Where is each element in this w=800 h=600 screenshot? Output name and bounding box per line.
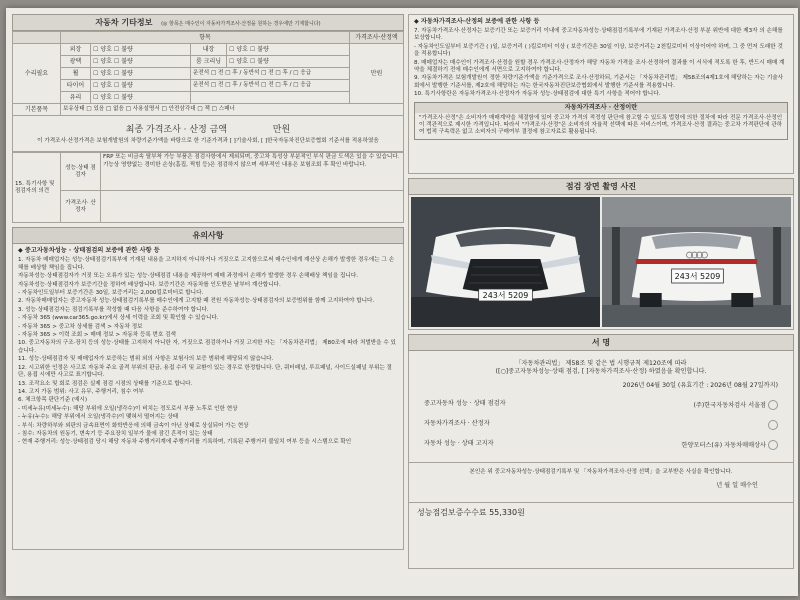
option-checkbox[interactable]: ☐ 불량 (250, 46, 269, 53)
front-car-photo (411, 197, 600, 327)
other-info-table (12, 31, 404, 116)
row-label: 외장 (61, 44, 91, 56)
rear-license-plate: 243서 5209 (674, 271, 721, 282)
option-checkbox[interactable]: ☐ 불량 (250, 58, 269, 65)
price-guarantee-list (414, 28, 788, 99)
price-guarantee-title: ◆ 자동차가격조사·산정의 보증에 관한 사항 등 (414, 18, 540, 25)
price-guarantee-block (408, 14, 794, 174)
notifier-sign-label: 자동차 성능 · 상태 고지자 (424, 440, 494, 447)
other-info-title: 자동차 기타정보 (95, 18, 153, 27)
other-info-header (12, 14, 404, 31)
right-column (408, 14, 794, 569)
special-notes-label: 15. 특기사항 및 점검자의 의견 (13, 153, 61, 223)
list-item: 2. 자동차매매업자는 중고자동차 성능·상태점검기록부를 매수인에게 고지할 때 전원 자동차성능·상태점검자의 보증범위를 함께 고지하여야 합니다. (18, 298, 375, 305)
option-checkbox[interactable]: ☐ 양호 (93, 70, 112, 77)
left-column (12, 14, 404, 550)
row-options (91, 44, 191, 56)
list-item: - 자동차인도일부터 보증기간은 30일, 보증거리는 2,000킬로미터로 합니다. (18, 290, 204, 297)
option-checkbox[interactable]: ☐ 불량 (114, 82, 133, 89)
price-assessor-label: 가격조사· 산정자 (61, 191, 101, 223)
list-item: 12. 시고위한 인정은 사고로 자동차 주요 골격 부위의 판금, 용접 수리 및 교환이 있는 경우로 한정합니다. 단, 쿼터패널, 루프패널, 사이드실패널 부위는 절단, 용접 시에만 사고로 표기합니다. (18, 364, 392, 379)
signature-header: 서 명 (408, 334, 794, 351)
list-item: 6. 체크항목 판단기준 (예시) (18, 397, 88, 404)
list-item: - 침수: 자동차의 원동기, 변속기 등 주요장치 일부가 물에 잠긴 흔적이 있는 상태 (18, 430, 213, 437)
option-checkbox[interactable]: ☐ 불량 (114, 46, 133, 53)
definition-text: "가격조사·산정"은 소비자가 매매계약을 체결함에 있어 중고차 가격의 적정성 판단에 참고할 수 있도록 법령에 의한 절차에 따라 전문 가격조사·산정인이 객관적으로 제시한 가격입니다. 따라서 "가격조사·산정"은 소비자의 자율적 선택에 따른 서비스이며, 가격조사·산정 결과는 중고차 가격판단에 관하여 법적 구속력은 없고 소비자의 구매여부 결정에 참고자료로 활용됩니다. (419, 114, 783, 136)
row-label: 유리 (61, 92, 91, 104)
list-item: 14. 고지 가동 범위: 사고 유무, 주행거리, 침수 여부 (18, 388, 144, 395)
signature-row (414, 400, 788, 410)
front-car-illustration (411, 197, 600, 327)
tire-positions: 운전석 □ 전 □ 후 / 동반석 □ 전 □ 후 / □ 응급 (191, 80, 350, 92)
list-item: - 부식: 차량하부와 외판의 금속표면이 화학반응에 의해 금속이 아닌 상태로 상실되어 가는 현상 (18, 422, 249, 429)
photo-row (408, 195, 794, 330)
row-label: 광택 (61, 56, 91, 68)
final-price-line (17, 122, 399, 135)
item-header: 항목 (61, 32, 350, 44)
seal-icon (768, 400, 778, 410)
list-item: - 미세누유(미세누수): 해당 부위에 오일(냉각수)이 비치는 정도로서 부품 노후로 인한 현상 (18, 405, 238, 412)
row-options (91, 80, 191, 92)
list-item: 자동차성능·상태점검자가 보증기간을 정하여 배상합니다. 보증기간은 자동차를 인도받은 날부터 계산합니다. (18, 281, 281, 288)
inspector-sign-value: (주)한국자동차검사 서울점 (693, 402, 767, 409)
list-item: 13. 조작요소 및 회로 점검은 실제 점검 시점의 상태를 기준으로 합니다. (18, 380, 193, 387)
row-label: 타이어 (61, 80, 91, 92)
wheel-positions: 운전석 □ 전 □ 후 / 동반석 □ 전 □ 후 / □ 응급 (191, 68, 350, 80)
inspector-opinion: FRP 또는 비금속 탈부착 가능 부품은 점검사항에서 제외되며, 중고차 특성상 부분적인 부식 판금 도색은 있을 수 있습니다. 기능상 영향없는 경미한 손상(흠집, 찍힘 등)은 점검하지 않으며 세부적인 내용은 보험조회 후 확인 바랍니다. (101, 153, 404, 191)
basic-items: 보유상태 □ 있음 □ 없음 □ 사용설명서 □ 안전삼각대 □ 잭 □ 스패너 (61, 104, 404, 116)
final-price-label: 최종 가격조사 · 산정 금액 (125, 125, 228, 135)
list-item: 10. 중고자동차의 구조·장치 등의 성능·상태를 고지하지 아니한 자, 거짓으로 점검하거나 거짓 고지한 자는 「자동차관리법」 제80조에 따라 처벌받을 수 있습니다. (18, 340, 396, 354)
list-item: - 자동차 365 > 이력 조회 > 매매 정보 > 자동차 등록 번호 검색 (18, 332, 176, 339)
other-info-note: (◎ 항목은 매수인이 자동차가격조사·산정을 원하는 경우에만 기재합니다) (161, 21, 321, 27)
row-options (227, 44, 350, 56)
blank-cell (13, 32, 61, 44)
list-item: 11. 성능·상태점검자 및 매매업자가 보증하는 범위 외의 사항은 보험사의 보증 범위에 해당되지 않습니다. (18, 356, 274, 363)
grade-header: 가격조사·산정액 (350, 32, 404, 44)
basic-items-label: 기본품목 (13, 104, 61, 116)
receipt-date: 년 월 일 매수인 (716, 482, 758, 490)
rear-car-illustration (602, 197, 791, 327)
list-item: - 자동차인도일부터 보증기간 ( )일, 보증거리 ( )킬로미터 이상 ( 보증기간은 30일 이상, 보증거리는 2천킬로미터 이상이어야 하며, 그 중 먼저 도래한 것을 적용합니다) (414, 43, 783, 58)
photo-header: 점검 장면 촬영 사진 (408, 178, 794, 195)
signature-block (408, 351, 794, 569)
option-checkbox[interactable]: ☐ 양호 (229, 58, 248, 65)
definition-title: 자동차가격조사 · 산정이란 (415, 103, 787, 113)
row-label: 내장 (191, 44, 227, 56)
option-checkbox[interactable]: ☐ 불량 (114, 94, 133, 101)
notifier-sign-value: 한양모터스(유) 자동차매매상사 (681, 442, 767, 449)
assessor-sign-label: 자동차가격조사 · 산정자 (424, 420, 490, 427)
option-checkbox[interactable]: ☐ 불량 (114, 70, 133, 77)
grade-value: 만원 (350, 44, 404, 104)
row-options (227, 56, 350, 68)
notes-header: 유의사항 (12, 227, 404, 244)
definition-box (414, 102, 788, 140)
row-options (91, 68, 191, 80)
option-checkbox[interactable]: ☐ 양호 (93, 46, 112, 53)
option-checkbox[interactable]: ☐ 불량 (114, 58, 133, 65)
seal-icon (768, 440, 778, 450)
signature-row (414, 420, 788, 430)
rear-car-photo (602, 197, 791, 327)
list-item: - 자동차 365 > 중고차 상세를 검색 > 자동차 정보 (18, 323, 143, 330)
list-item: 9. 자동차가격은 보험개발원이 정한 차량기준가액을 기준가격으로 조사·산정하되, 기준서는 「자동차관리법」 제58조의4제1호에 해당하는 자는 기술사회에서 발행한 기준서를, 제2호에 해당하는 자는 한국자동차진단보증협회에서 발행한 기준서를 적용합니다. (414, 75, 784, 89)
row-label: 룸 크리닝 (191, 56, 227, 68)
row-options (91, 92, 191, 104)
empty-cell (191, 92, 350, 104)
price-assessor-opinion (101, 191, 404, 223)
list-item: 10. 특기사항란은 자동차가격조사·산정자가 자동차 성능·상태점검에 대한 특기 사항을 적어야 합니다. (414, 91, 661, 98)
special-notes-table (12, 152, 404, 223)
receipt-text: 본인은 위 중고자동차성능·상태점검기록부 및 「자동차가격조사·산정 선택」을 교부받은 사실을 확인합니다. (469, 469, 733, 475)
notes-list (18, 257, 398, 446)
receipt-section (409, 462, 793, 490)
list-item: 8. 매매업자는 매수인이 가격조사·산정을 원할 경우 가격조사·산정자가 해당 자동차 가격을 조사·산정하여 결과를 이 서식에 적도록 한 후, 반드시 매매 계약을 체결하기 전에 매수인에게 서면으로 고지하여야 합니다. (414, 59, 785, 74)
final-price-unit: 만원 (272, 125, 291, 135)
list-item: - 자동차 365 (www.car365.go.kr)에서 상세 이력을 조회 및 확인할 수 있습니다. (18, 315, 219, 322)
list-item: 7. 자동차가격조사·산정자는 보증기간 또는 보증거리 이내에 중고자동차성능·상태점검기록부에 기재된 가격조사·산정 부분 위반에 대한 제3자 의 손해를 보상합니다. (414, 28, 783, 42)
list-item: 자동차성능·상태점검자가 거짓 또는 오류가 있는 성능·상태점검 내용을 제공하여 매매 과정에서 손해가 발생한 경우 손해배상 책임을 집니다. (18, 273, 359, 280)
inspector-sign-label: 중고자동차 성능 · 상태 점검자 (424, 400, 506, 407)
notes-subtitle: ◆ 중고자동차성능 · 상태점검의 보증에 관한 사항 등 (18, 247, 160, 255)
row-options (91, 56, 191, 68)
seal-icon (768, 420, 778, 430)
row-label: 휠 (61, 68, 91, 80)
final-price-desc: 이 가격조사·산정가격은 보험개발원의 차량기준가액을 바탕으로 한 기준가격과 [ ]기술사회, [ ]한국자동차진단보증협회 기준서를 적용하였음 (37, 138, 379, 144)
document-page (6, 8, 798, 596)
option-checkbox[interactable]: ☐ 양호 (93, 94, 112, 101)
law-text-1: 「자동차관리법」 제58조 및 같은 법 시행규칙 제120조에 따라 (515, 360, 687, 367)
signature-row (414, 440, 788, 450)
repair-needed-label: 수리필요 (13, 44, 61, 104)
list-item: - 누유(누수): 해당 부위에서 오일(냉각수)이 맺혀서 떨어지는 상태 (18, 414, 179, 421)
inspector-label: 성능·상태 점검자 (61, 153, 101, 191)
fee-line: 성능점검보증수수료 55,330원 (409, 502, 793, 518)
law-text-2: ([○]중고자동차성능·상태 점검, [ ]자동차가격조사·산정) 하였음을 확인합니다. (495, 368, 707, 375)
option-checkbox[interactable]: ☐ 양호 (93, 82, 112, 89)
signature-date: 2026년 04월 30일 (유효기간 : 2026년 08월 27일까지) (622, 382, 778, 389)
front-license-plate: 243서 5209 (482, 290, 529, 301)
list-item: - 현재 주행거리: 성능·상태점검 당시 해당 자동차 주행거리계에 주행거리를 기록하며, 기록된 주행거리 불일치 여부 등을 시스템으로 확인 (18, 439, 352, 446)
list-item: 1. 자동차 매매업자는 성능·상태점검기록부에 기재된 내용을 고지하지 아니하거나 거짓으로 고지함으로써 매수인에게 재산상 손해가 발생한 경우에는 그 손해를 배상할 책임을 집니다. (18, 257, 394, 271)
final-price-block (12, 116, 404, 152)
option-checkbox[interactable]: ☐ 양호 (229, 46, 248, 53)
notes-block (12, 244, 404, 550)
option-checkbox[interactable]: ☐ 양호 (93, 58, 112, 65)
list-item: 3. 성능·상태점검자는 점검기록부를 작성할 때 다음 사항을 준수하여야 합니다. (18, 306, 209, 313)
